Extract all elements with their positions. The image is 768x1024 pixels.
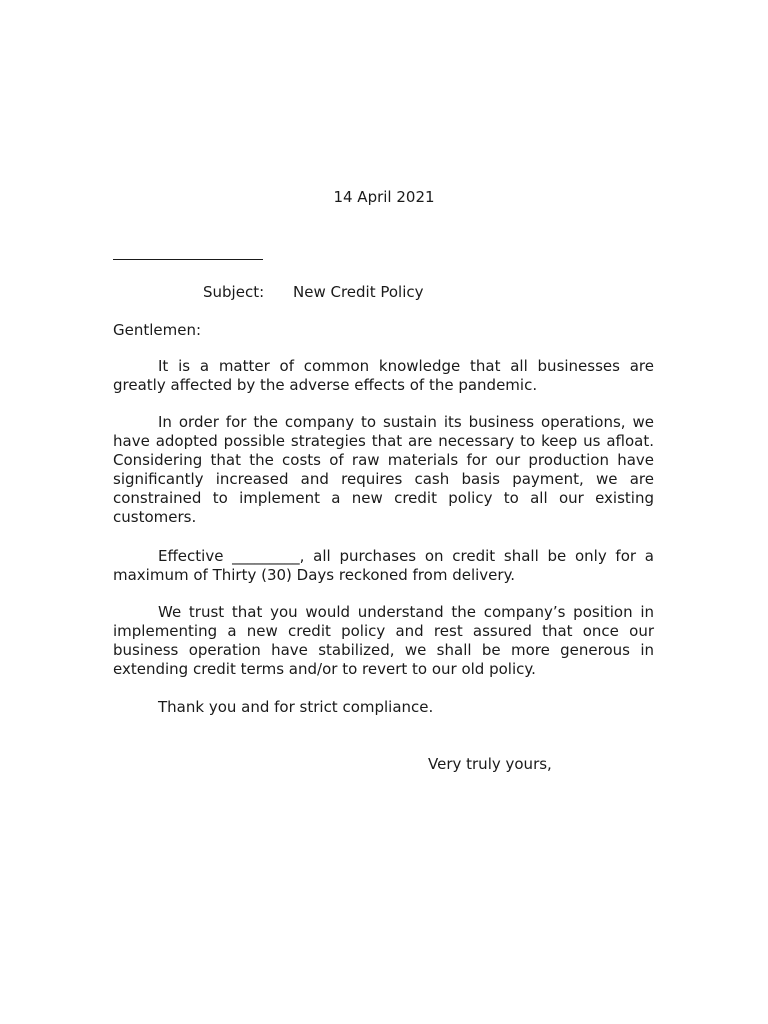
subject-value: New Credit Policy (293, 283, 424, 301)
body-paragraph: Thank you and for strict compliance. (158, 698, 434, 716)
body-paragraph: It is a matter of common knowledge that all businesses are greatly affected by the adverse effects of the pandemic. (113, 357, 654, 394)
complimentary-close: Very truly yours, (428, 755, 552, 773)
body-paragraph: In order for the company to sustain its business operations, we have adopted possible strategies that are necessary to keep us afloat. Considering that the costs of raw materials for our production have significantly increased and requires cash basis payment, we are constrained to implement a new credit policy to all our existing customers. (113, 413, 654, 526)
body-paragraph: We trust that you would understand the company’s position in implementing a new credit policy and rest assured that once our business operation have stabilized, we shall be more generous in extending credit terms and/or to revert to our old policy. (113, 603, 654, 678)
subject-label: Subject: (203, 283, 265, 301)
addressee-blank-line (113, 259, 263, 260)
letter-date: 14 April 2021 (333, 188, 435, 206)
subject-line (203, 282, 424, 302)
salutation: Gentlemen: (113, 321, 202, 339)
body-paragraph: Effective _________, all purchases on credit shall be only for a maximum of Thirty (30) Days reckoned from delivery. (113, 547, 654, 584)
